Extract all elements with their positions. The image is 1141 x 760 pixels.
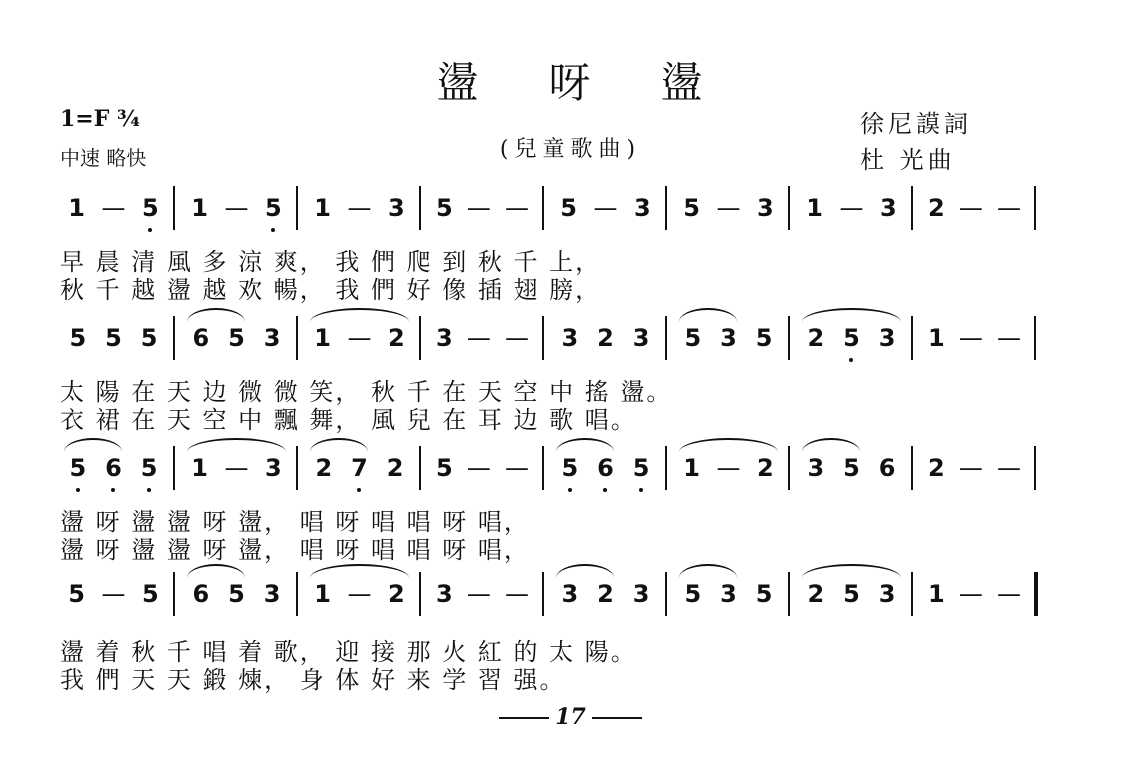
slur — [64, 438, 121, 452]
octave-dot — [568, 488, 572, 492]
note: 5 — [560, 194, 577, 222]
note: 1 — [314, 580, 331, 608]
octave-dot — [147, 488, 151, 492]
note: 1 — [68, 194, 85, 222]
note: 3 — [878, 324, 896, 352]
note: 6 — [597, 454, 614, 482]
slur — [310, 564, 408, 578]
slur — [187, 308, 244, 322]
measure — [298, 318, 421, 358]
note: 5 — [683, 194, 700, 222]
note: 1 — [683, 454, 700, 482]
note: 5 — [69, 324, 87, 352]
note: 1 — [928, 580, 945, 608]
measure — [667, 318, 790, 358]
note: 1 — [928, 324, 945, 352]
duration-dash: — — [466, 194, 491, 222]
measure — [790, 188, 913, 228]
duration-dash: — — [504, 580, 529, 608]
duration-dash: — — [347, 324, 372, 352]
slur — [556, 438, 613, 452]
note: 5 — [69, 454, 86, 482]
measure — [175, 188, 298, 228]
note: 6 — [105, 454, 122, 482]
measure — [421, 574, 544, 614]
duration-dash: — — [593, 194, 618, 222]
duration-dash: — — [466, 580, 491, 608]
note: 6 — [192, 324, 210, 352]
note: 3 — [263, 580, 281, 608]
page-number-value: 17 — [555, 704, 586, 730]
note: 3 — [263, 324, 281, 352]
duration-dash: — — [466, 324, 491, 352]
lyric-line: 太 陽 在 天 边 微 微 笑， 秋 千 在 天 空 中 搖 盪。 — [60, 378, 673, 406]
note: 1 — [806, 194, 823, 222]
measure — [667, 574, 790, 614]
measure — [544, 318, 667, 358]
note: 3 — [720, 580, 737, 608]
note: 3 — [720, 324, 737, 352]
measure — [298, 574, 421, 614]
octave-dot — [271, 228, 275, 232]
note: 3 — [561, 324, 579, 352]
duration-dash: — — [996, 580, 1021, 608]
duration-dash: — — [996, 324, 1021, 352]
duration-dash: — — [958, 580, 983, 608]
note: 1 — [314, 324, 331, 352]
measure — [175, 318, 298, 358]
note: 5 — [228, 324, 245, 352]
lyricist-credit: 徐尼謨詞 — [860, 110, 972, 138]
note: 5 — [142, 194, 159, 222]
note: 5 — [843, 454, 860, 482]
slur — [802, 438, 859, 452]
measure — [421, 318, 544, 358]
lyric-line: 秋 千 越 盪 越 欢 暢， 我 們 好 像 插 翅 膀， — [60, 276, 602, 304]
note: 2 — [388, 324, 405, 352]
measure — [913, 448, 1036, 488]
duration-dash: — — [504, 324, 529, 352]
slur — [556, 564, 613, 578]
measure — [52, 574, 175, 614]
measure — [913, 574, 1036, 614]
note: 5 — [561, 454, 578, 482]
octave-dot — [603, 488, 607, 492]
barline — [1034, 186, 1036, 230]
note: 5 — [140, 324, 158, 352]
duration-dash: — — [716, 194, 741, 222]
note: 5 — [142, 580, 159, 608]
duration-dash: — — [504, 194, 529, 222]
barline — [1034, 572, 1038, 616]
tempo-marking: 中速 略快 — [60, 146, 147, 170]
measure — [667, 188, 790, 228]
note: 1 — [191, 454, 208, 482]
measure — [298, 448, 421, 488]
octave-dot — [849, 358, 853, 362]
note: 5 — [68, 580, 85, 608]
measure — [298, 188, 421, 228]
octave-dot — [148, 228, 152, 232]
note: 2 — [597, 324, 614, 352]
note: 6 — [192, 580, 210, 608]
duration-dash: — — [839, 194, 864, 222]
key-signature: 1=F ¾ — [60, 106, 140, 132]
title-char-1: 盪 — [436, 58, 481, 107]
note: 3 — [265, 454, 282, 482]
note: 3 — [561, 580, 579, 608]
note: 5 — [684, 580, 702, 608]
note: 5 — [436, 454, 453, 482]
note: 2 — [597, 580, 614, 608]
lyric-line: 盪 呀 盪 盪 呀 盪， 唱 呀 唱 唱 呀 唱， — [60, 536, 530, 564]
note: 5 — [755, 580, 773, 608]
lyric-line: 早 晨 清 風 多 涼 爽， 我 們 爬 到 秋 千 上， — [60, 248, 602, 276]
note: 3 — [436, 580, 453, 608]
octave-dot — [357, 488, 361, 492]
slur — [802, 564, 900, 578]
duration-dash: — — [101, 194, 126, 222]
measure — [175, 574, 298, 614]
note: 3 — [880, 194, 897, 222]
octave-dot — [639, 488, 643, 492]
measure — [790, 448, 913, 488]
duration-dash: — — [347, 580, 372, 608]
slur — [187, 564, 244, 578]
duration-dash: — — [347, 194, 372, 222]
note: 2 — [928, 194, 945, 222]
slur — [187, 438, 285, 452]
note: 5 — [105, 324, 122, 352]
slur — [310, 308, 408, 322]
measure — [790, 574, 913, 614]
octave-dot — [76, 488, 80, 492]
note: 1 — [191, 194, 208, 222]
duration-dash: — — [101, 580, 126, 608]
lyric-line: 盪 着 秋 千 唱 着 歌， 迎 接 那 火 紅 的 太 陽。 — [60, 638, 637, 666]
lyric-line: 衣 裙 在 天 空 中 飄 舞， 風 兒 在 耳 边 歌 唱。 — [60, 406, 637, 434]
note: 3 — [807, 454, 825, 482]
subtitle: (兒童歌曲) — [499, 137, 642, 162]
note: 5 — [755, 324, 773, 352]
duration-dash: — — [466, 454, 491, 482]
note: 5 — [436, 194, 453, 222]
measure — [544, 448, 667, 488]
barline — [1034, 316, 1036, 360]
slur — [802, 308, 900, 322]
duration-dash: — — [504, 454, 529, 482]
composer-credit: 杜 光曲 — [860, 146, 956, 174]
note: 7 — [351, 454, 368, 482]
note: 3 — [757, 194, 774, 222]
measure — [667, 448, 790, 488]
barline — [1034, 446, 1036, 490]
song-title — [0, 50, 1141, 110]
lyric-line: 盪 呀 盪 盪 呀 盪， 唱 呀 唱 唱 呀 唱， — [60, 508, 530, 536]
title-char-3: 盪 — [660, 58, 705, 107]
note: 3 — [634, 194, 651, 222]
duration-dash: — — [958, 454, 983, 482]
page-number — [0, 704, 1141, 730]
note: 5 — [843, 580, 860, 608]
measure — [790, 318, 913, 358]
slur — [679, 308, 736, 322]
duration-dash: — — [224, 454, 249, 482]
duration-dash: — — [224, 194, 249, 222]
measure — [421, 188, 544, 228]
note: 5 — [228, 580, 245, 608]
duration-dash: — — [958, 194, 983, 222]
note: 5 — [684, 324, 702, 352]
measure — [544, 574, 667, 614]
note: 5 — [141, 454, 158, 482]
measure — [52, 448, 175, 488]
measure — [421, 448, 544, 488]
note: 3 — [878, 580, 896, 608]
note: 5 — [633, 454, 650, 482]
note: 3 — [388, 194, 405, 222]
duration-dash: — — [996, 454, 1021, 482]
note: 2 — [315, 454, 333, 482]
measure — [913, 318, 1036, 358]
duration-dash: — — [996, 194, 1021, 222]
measure — [52, 318, 175, 358]
measure — [913, 188, 1036, 228]
slur — [310, 438, 367, 452]
note: 5 — [265, 194, 282, 222]
note: 5 — [843, 324, 860, 352]
slur — [679, 564, 736, 578]
measure — [52, 188, 175, 228]
note: 2 — [757, 454, 774, 482]
note: 3 — [632, 324, 650, 352]
slur — [679, 438, 777, 452]
note: 2 — [386, 454, 404, 482]
duration-dash: — — [716, 454, 741, 482]
note: 2 — [928, 454, 945, 482]
measure — [544, 188, 667, 228]
note: 6 — [878, 454, 896, 482]
note: 3 — [436, 324, 453, 352]
note: 2 — [807, 580, 825, 608]
note: 3 — [632, 580, 650, 608]
title-char-2: 呀 — [548, 58, 593, 107]
measure — [175, 448, 298, 488]
octave-dot — [111, 488, 115, 492]
note: 2 — [807, 324, 825, 352]
lyric-line: 我 們 天 天 鍛 煉， 身 体 好 来 学 習 强。 — [60, 666, 566, 694]
duration-dash: — — [958, 324, 983, 352]
page-number-rule-right — [592, 717, 642, 719]
page-number-rule-left — [499, 717, 549, 719]
note: 2 — [388, 580, 405, 608]
note: 1 — [314, 194, 331, 222]
